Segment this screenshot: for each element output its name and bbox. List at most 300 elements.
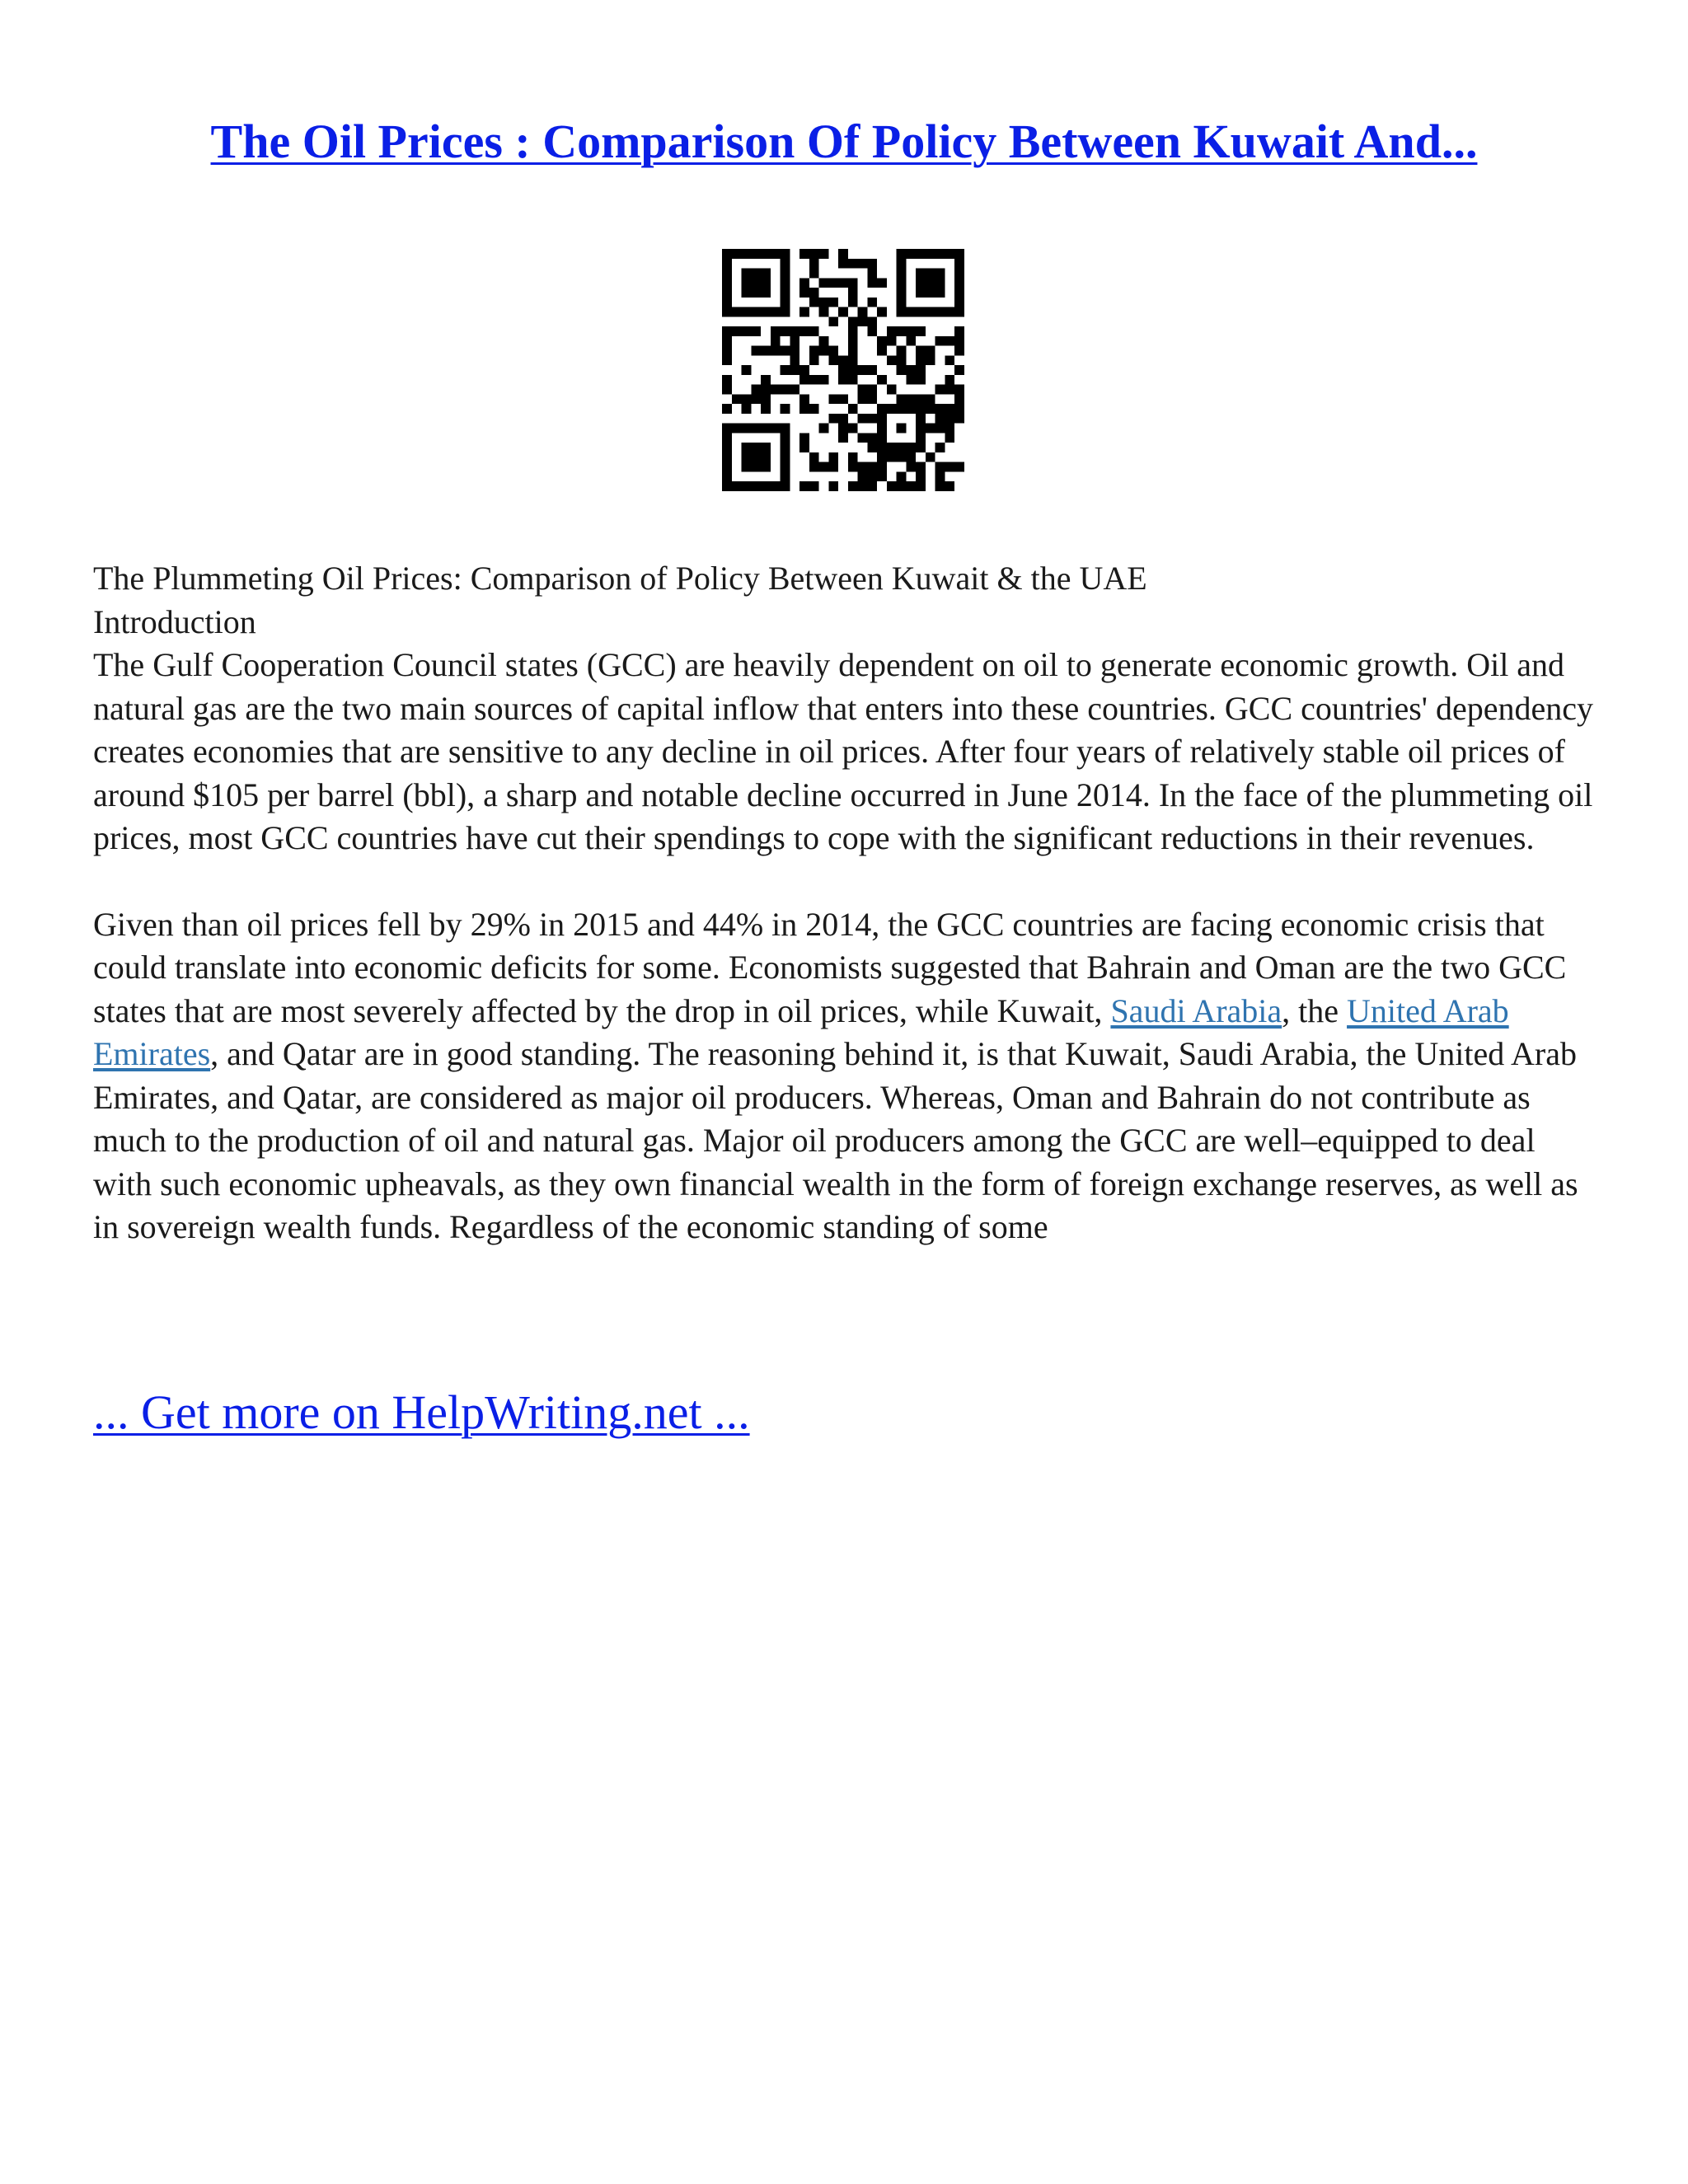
qr-module	[867, 433, 877, 443]
qr-module	[916, 346, 926, 356]
qr-module	[897, 307, 907, 317]
qr-module	[799, 365, 809, 375]
qr-module	[954, 336, 964, 346]
qr-module	[838, 394, 848, 404]
qr-module	[838, 259, 848, 269]
qr-module	[877, 452, 887, 462]
qr-module	[935, 424, 945, 434]
qr-module	[761, 375, 771, 385]
qr-module	[838, 365, 848, 375]
qr-module	[935, 462, 945, 472]
qr-module	[781, 481, 790, 491]
qr-module	[906, 462, 916, 472]
qr-module	[751, 326, 761, 336]
qr-module	[877, 462, 887, 472]
qr-module	[761, 443, 771, 452]
qr-module	[799, 481, 809, 491]
qr-module	[751, 278, 761, 288]
qr-module	[809, 259, 819, 269]
qr-module	[751, 346, 761, 356]
qr-module	[954, 307, 964, 317]
qr-module	[819, 375, 829, 385]
qr-module	[906, 365, 916, 375]
qr-module	[781, 298, 790, 307]
qr-module	[722, 433, 732, 443]
qr-module	[742, 443, 752, 452]
article-subheading: Introduction	[93, 602, 256, 640]
qr-module	[848, 481, 858, 491]
qr-module	[722, 443, 732, 452]
qr-module	[781, 462, 790, 472]
qr-module	[761, 269, 771, 279]
qr-module	[819, 249, 829, 259]
qr-module	[722, 307, 732, 317]
qr-module	[945, 481, 954, 491]
qr-module	[742, 278, 752, 288]
qr-module	[897, 452, 907, 462]
qr-module	[819, 298, 829, 307]
paragraph-1: The Gulf Cooperation Council states (GCC) are heavily dependent on oil to generate economic growth. Oil and natural gas are the two main sources of capital inflow that enters into these countries. GCC countries' dependency creates economies that are sensitive to any decline in oil prices. After four years of relatively stable oil prices of around $105 per barrel (bbl), a sharp and notable decline occurred in June 2014. In the face of the plummeting oil prices, most GCC countries have cut their spendings to cope with the significant reductions in their revenues.	[93, 646, 1593, 856]
qr-module	[935, 471, 945, 481]
qr-module	[916, 307, 926, 317]
qr-module	[828, 414, 838, 424]
qr-module	[742, 365, 752, 375]
qr-module	[897, 481, 907, 491]
qr-module	[761, 394, 771, 404]
qr-module	[799, 288, 809, 298]
qr-module	[887, 336, 897, 346]
qr-module	[906, 443, 916, 452]
qr-module	[916, 443, 926, 452]
qr-module	[828, 481, 838, 491]
qr-module	[897, 471, 907, 481]
qr-module	[877, 424, 887, 434]
qr-module	[781, 249, 790, 259]
qr-module	[761, 424, 771, 434]
qr-module	[781, 259, 790, 269]
qr-module	[848, 278, 858, 288]
qr-module	[935, 414, 945, 424]
qr-module	[877, 414, 887, 424]
qr-module	[799, 443, 809, 452]
qr-module	[781, 365, 790, 375]
qr-module	[935, 288, 945, 298]
qr-module	[887, 326, 897, 336]
qr-module	[935, 481, 945, 491]
qr-module	[945, 433, 954, 443]
qr-module	[916, 462, 926, 472]
paragraph-2-part-1: Given than oil prices fell by 29% in 2015 and 44% in 2014, the GCC countries are facing economic crisis that could translate into economic deficits for some. Economists suggested that Bahrain and Oman are the two GCC states that are most severely affected by the drop in oil prices, while Kuwait,	[93, 905, 1567, 1029]
qr-module	[916, 278, 926, 288]
qr-module	[838, 307, 848, 317]
qr-module	[799, 404, 809, 414]
qr-module	[848, 288, 858, 298]
qr-module	[742, 394, 752, 404]
qr-module	[732, 481, 742, 491]
qr-module	[838, 424, 848, 434]
qr-module	[819, 346, 829, 356]
qr-module	[954, 288, 964, 298]
qr-module	[809, 288, 819, 298]
qr-module	[761, 481, 771, 491]
qr-module	[781, 269, 790, 279]
qr-module	[781, 471, 790, 481]
qr-module	[945, 424, 954, 434]
qr-module	[722, 385, 732, 395]
qr-module	[848, 336, 858, 346]
qr-module	[722, 298, 732, 307]
qr-module	[722, 375, 732, 385]
qr-module	[819, 307, 829, 317]
qr-module	[722, 355, 732, 365]
qr-module	[828, 355, 838, 365]
qr-module	[867, 385, 877, 395]
qr-module	[781, 278, 790, 288]
qr-module	[916, 355, 926, 365]
qr-module	[751, 452, 761, 462]
qr-module	[828, 346, 838, 356]
qr-module	[926, 307, 935, 317]
qr-module	[954, 326, 964, 336]
qr-module	[751, 385, 761, 395]
get-more-link[interactable]: ... Get more on HelpWriting.net ...	[93, 1385, 750, 1439]
qr-module	[761, 278, 771, 288]
qr-module	[926, 404, 935, 414]
qr-module	[858, 471, 868, 481]
qr-module	[771, 424, 781, 434]
qr-module	[916, 404, 926, 414]
qr-module	[897, 443, 907, 452]
qr-module	[809, 269, 819, 279]
qr-module	[828, 462, 838, 472]
qr-module	[732, 249, 742, 259]
qr-module	[858, 481, 868, 491]
qr-module	[867, 269, 877, 279]
qr-module	[954, 462, 964, 472]
qr-module	[906, 452, 916, 462]
qr-module	[722, 278, 732, 288]
qr-module	[945, 385, 954, 395]
qr-module	[877, 375, 887, 385]
qr-module	[848, 404, 858, 414]
qr-module	[828, 452, 838, 462]
qr-module	[906, 394, 916, 404]
qr-module	[877, 404, 887, 414]
qr-module	[742, 404, 752, 414]
qr-module	[809, 452, 819, 462]
qr-module	[838, 375, 848, 385]
qr-module	[954, 385, 964, 395]
qr-module	[799, 307, 809, 317]
qr-module	[867, 298, 877, 307]
qr-module	[858, 462, 868, 472]
qr-module	[751, 249, 761, 259]
qr-module	[887, 452, 897, 462]
qr-module	[897, 424, 907, 434]
qr-module	[742, 452, 752, 462]
qr-module	[761, 288, 771, 298]
qr-module	[799, 278, 809, 288]
qr-module	[742, 424, 752, 434]
qr-module	[897, 346, 907, 356]
qr-module	[954, 365, 964, 375]
saudi-arabia-link[interactable]: Saudi Arabia	[1110, 991, 1282, 1029]
qr-module	[935, 404, 945, 414]
qr-module	[897, 326, 907, 336]
qr-module	[945, 462, 954, 472]
qr-module	[926, 452, 935, 462]
qr-module	[732, 326, 742, 336]
qr-module	[945, 375, 954, 385]
qr-module	[781, 326, 790, 336]
qr-module	[751, 269, 761, 279]
qr-module	[935, 443, 945, 452]
united-arab-emirates-link[interactable]: United Arab Emirates	[93, 991, 1509, 1072]
qr-module	[790, 385, 799, 395]
qr-module	[781, 404, 790, 414]
qr-module	[799, 394, 809, 404]
qr-module	[761, 346, 771, 356]
qr-module	[819, 462, 829, 472]
qr-module	[751, 307, 761, 317]
qr-module	[887, 481, 897, 491]
title-container	[0, 114, 1688, 169]
qr-module	[945, 249, 954, 259]
qr-module	[848, 355, 858, 365]
qr-module	[838, 278, 848, 288]
qr-module	[838, 355, 848, 365]
qr-module	[761, 404, 771, 414]
qr-module	[722, 404, 732, 414]
qr-module	[771, 249, 781, 259]
qr-module	[751, 462, 761, 472]
qr-module	[867, 481, 877, 491]
qr-module	[781, 433, 790, 443]
qr-module	[926, 269, 935, 279]
qr-module	[887, 443, 897, 452]
qr-module	[935, 336, 945, 346]
qr-module	[722, 346, 732, 356]
qr-module	[828, 394, 838, 404]
qr-module	[809, 462, 819, 472]
qr-module	[790, 326, 799, 336]
qr-module	[926, 288, 935, 298]
qr-module	[809, 375, 819, 385]
qr-module	[954, 414, 964, 424]
qr-module	[897, 404, 907, 414]
qr-module	[897, 278, 907, 288]
qr-module	[935, 269, 945, 279]
qr-module	[771, 336, 781, 346]
qr-module	[926, 346, 935, 356]
qr-module	[906, 481, 916, 491]
qr-module	[819, 278, 829, 288]
qr-module	[954, 298, 964, 307]
qr-module	[887, 404, 897, 414]
qr-module	[916, 249, 926, 259]
qr-module	[926, 394, 935, 404]
qr-module	[838, 249, 848, 259]
qr-module	[790, 346, 799, 356]
qr-module	[781, 288, 790, 298]
qr-module	[722, 326, 732, 336]
qr-module	[916, 481, 926, 491]
qr-module	[742, 307, 752, 317]
qr-module	[877, 278, 887, 288]
qr-module	[790, 365, 799, 375]
qr-module	[877, 336, 887, 346]
qr-module	[742, 249, 752, 259]
qr-module	[751, 424, 761, 434]
qr-module	[848, 462, 858, 472]
qr-module	[906, 336, 916, 346]
qr-module	[722, 269, 732, 279]
qr-module	[926, 278, 935, 288]
qr-module	[954, 269, 964, 279]
qr-module	[897, 365, 907, 375]
qr-module	[877, 307, 887, 317]
qr-module	[916, 471, 926, 481]
qr-module	[751, 288, 761, 298]
qr-module	[926, 355, 935, 365]
qr-module	[848, 365, 858, 375]
qr-module	[897, 259, 907, 269]
qr-module	[858, 385, 868, 395]
qr-module	[819, 336, 829, 346]
qr-module	[722, 288, 732, 298]
qr-module	[722, 481, 732, 491]
qr-module	[926, 424, 935, 434]
qr-module	[897, 298, 907, 307]
qr-module	[819, 424, 829, 434]
qr-module	[867, 471, 877, 481]
qr-module	[848, 316, 858, 326]
qr-module	[935, 278, 945, 288]
qr-module	[771, 481, 781, 491]
qr-module	[799, 249, 809, 259]
qr-module	[799, 326, 809, 336]
qr-module	[897, 288, 907, 298]
qr-module	[848, 452, 858, 462]
qr-module	[897, 394, 907, 404]
qr-module	[858, 365, 868, 375]
qr-module	[945, 307, 954, 317]
qr-module	[935, 385, 945, 395]
qr-module	[858, 316, 868, 326]
article-heading: The Plummeting Oil Prices: Comparison of Policy Between Kuwait & the UAE	[93, 560, 1147, 597]
qr-module	[761, 249, 771, 259]
qr-module	[771, 385, 781, 395]
qr-module	[935, 307, 945, 317]
qr-module	[954, 249, 964, 259]
qr-code-icon	[722, 249, 964, 491]
paragraph-2-part-3: , and Qatar are in good standing. The reasoning behind it, is that Kuwait, Saudi Arabia, the United Arab Emirates, and Qatar, are considered as major oil producers. Whereas, Oman and Bahrain do not contribute as much to the production of oil and natural gas. Major oil producers among the GCC are well–equipped to deal with such economic upheavals, as they own financial wealth in the form of foreign exchange reserves, as well as in sovereign wealth funds. Regardless of the economic standing of some	[93, 1035, 1578, 1245]
qr-module	[954, 259, 964, 269]
qr-module	[799, 433, 809, 443]
qr-module	[848, 424, 858, 434]
qr-module	[809, 404, 819, 414]
qr-module	[722, 424, 732, 434]
qr-module	[809, 481, 819, 491]
qr-module	[732, 394, 742, 404]
qr-module	[722, 462, 732, 472]
qr-module	[906, 307, 916, 317]
qr-module	[867, 394, 877, 404]
qr-module	[877, 443, 887, 452]
qr-module	[867, 316, 877, 326]
qr-module	[906, 404, 916, 414]
qr-module	[897, 355, 907, 365]
qr-module	[926, 249, 935, 259]
qr-module	[809, 298, 819, 307]
qr-module	[781, 346, 790, 356]
qr-module	[781, 385, 790, 395]
paragraph-2	[93, 903, 1601, 1249]
qr-module	[945, 404, 954, 414]
qr-module	[848, 375, 858, 385]
qr-module	[761, 462, 771, 472]
qr-module	[771, 307, 781, 317]
qr-module	[742, 269, 752, 279]
qr-module	[848, 346, 858, 356]
qr-module	[858, 433, 868, 443]
qr-module	[867, 443, 877, 452]
qr-module	[790, 336, 799, 346]
qr-module	[858, 414, 868, 424]
qr-module	[858, 259, 868, 269]
qr-module	[906, 375, 916, 385]
qr-module	[751, 443, 761, 452]
qr-module	[916, 433, 926, 443]
qr-module	[781, 452, 790, 462]
qr-module	[799, 375, 809, 385]
qr-module	[742, 326, 752, 336]
qr-module	[954, 404, 964, 414]
qr-module	[916, 326, 926, 336]
qr-module	[906, 249, 916, 259]
qr-module	[858, 394, 868, 404]
qr-module	[897, 249, 907, 259]
qr-module	[809, 355, 819, 365]
qr-module	[945, 355, 954, 365]
qr-module	[867, 462, 877, 472]
qr-module	[781, 307, 790, 317]
qr-module	[897, 269, 907, 279]
qr-module	[751, 394, 761, 404]
qr-module	[877, 471, 887, 481]
qr-module	[916, 269, 926, 279]
qr-module	[916, 414, 926, 424]
qr-module	[722, 471, 732, 481]
qr-module	[809, 249, 819, 259]
qr-module	[945, 336, 954, 346]
qr-module	[848, 259, 858, 269]
qr-module	[771, 346, 781, 356]
qr-module	[761, 452, 771, 462]
qr-module	[877, 346, 887, 356]
qr-module	[867, 259, 877, 269]
qr-module	[867, 365, 877, 375]
qr-module	[838, 433, 848, 443]
title-link[interactable]: The Oil Prices : Comparison Of Policy Between Kuwait And...	[210, 115, 1478, 168]
qr-module	[867, 326, 877, 336]
qr-module	[742, 288, 752, 298]
qr-module	[732, 424, 742, 434]
qr-module	[887, 355, 897, 365]
paragraph-2-part-2: , the	[1282, 991, 1348, 1029]
qr-module	[781, 424, 790, 434]
qr-module	[887, 385, 897, 395]
